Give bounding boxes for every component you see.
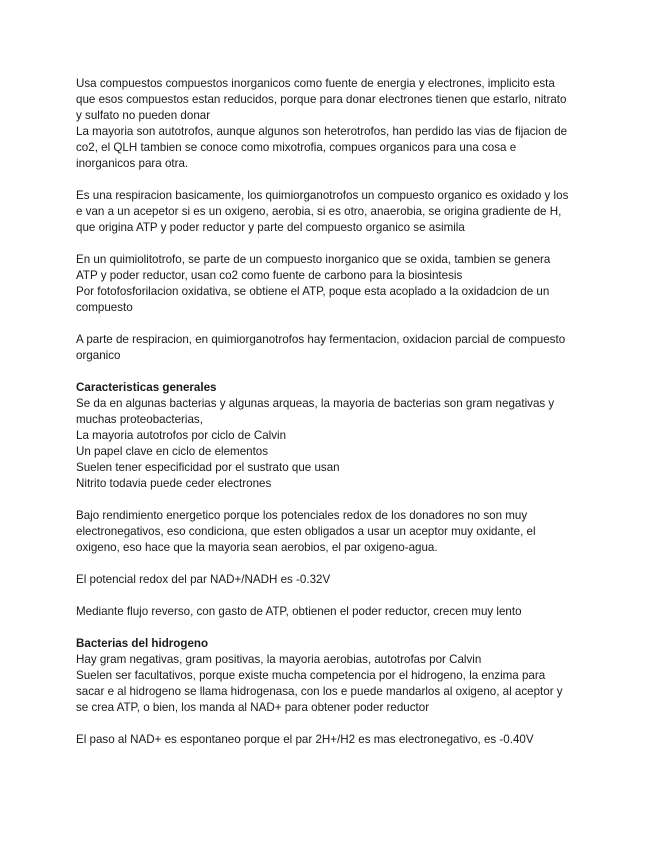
text-line: Hay gram negativas, gram positivas, la mayoria aerobias, autotrofas por Calvin (76, 653, 482, 666)
text-line: La mayoria son autotrofos, aunque algunos son heterotrofos, han perdido las vias de fijacion de (76, 125, 568, 138)
text-line: En un quimiolitotrofo, se parte de un compuesto inorganico que se oxida, tambien se genera (76, 253, 551, 266)
paragraph-rendimiento (76, 508, 580, 556)
text-line: que esos compuestos estan reducidos, porque para donar electrones tienen que estarlo, nitrato (76, 93, 567, 106)
document-page (76, 76, 580, 764)
text-line: A parte de respiracion, en quimiorganotrofos hay fermentacion, oxidacion parcial de compuesto (76, 333, 566, 346)
text-line: compuesto (76, 301, 133, 314)
text-line: Un papel clave en ciclo de elementos (76, 445, 269, 458)
text-line: La mayoria autotrofos por ciclo de Calvin (76, 429, 287, 442)
text-line: Es una respiracion basicamente, los quimiorganotrofos un compuesto organico es oxidado y los (76, 189, 569, 202)
paragraph-respiracion (76, 188, 580, 236)
section-caracteristicas-generales (76, 380, 580, 492)
text-line: Por fotofosforilacion oxidativa, se obtiene el ATP, poque esta acoplado a la oxidadcion de un (76, 285, 550, 298)
text-line: e van a un acepetor si es un oxigeno, aerobia, si es otro, anaerobia, se origina gradiente de H, (76, 205, 562, 218)
paragraph-potencial-redox (76, 572, 580, 588)
text-line: Suelen tener especificidad por el sustrato que usan (76, 461, 340, 474)
text-line: electronegativos, eso condiciona, que esten obligados a usar un aceptor muy oxidante, el (76, 525, 536, 538)
section-bacterias-hidrogeno (76, 636, 580, 716)
text-line: Se da en algunas bacterias y algunas arqueas, la mayoria de bacterias son gram negativas y (76, 397, 555, 410)
text-line: ATP y poder reductor, usan co2 como fuente de carbono para la biosintesis (76, 269, 463, 282)
text-line: co2, el QLH tambien se conoce como mixotrofia, compues organicos para una cosa e (76, 141, 517, 154)
text-line: se crea ATP, o bien, los manda al NAD+ para obtener poder reductor (76, 701, 430, 714)
paragraph-fermentacion (76, 332, 580, 364)
paragraph-paso-nad (76, 732, 580, 748)
paragraph-quimiolitotrofo (76, 252, 580, 316)
text-line: oxigeno, eso hace que la mayoria sean aerobios, el par oxigeno-agua. (76, 541, 438, 554)
section-heading: Bacterias del hidrogeno (76, 637, 209, 650)
paragraph-flujo-reverso (76, 604, 580, 620)
text-line: El potencial redox del par NAD+/NADH es -0.32V (76, 573, 331, 586)
paragraph-fuente-energia (76, 76, 580, 172)
text-line: Usa compuestos compuestos inorganicos como fuente de energia y electrones, implicito esta (76, 77, 555, 90)
text-line: que origina ATP y poder reductor y parte del compuesto organico se asimila (76, 221, 465, 234)
text-line: Bajo rendimiento energetico porque los potenciales redox de los donadores no son muy (76, 509, 528, 522)
text-line: El paso al NAD+ es espontaneo porque el par 2H+/H2 es mas electronegativo, es -0.40V (76, 733, 534, 746)
text-line: y sulfato no pueden donar (76, 109, 211, 122)
section-heading: Caracteristicas generales (76, 381, 217, 394)
text-line: Nitrito todavia puede ceder electrones (76, 477, 272, 490)
text-line: organico (76, 349, 121, 362)
text-line: muchas proteobacterias, (76, 413, 203, 426)
text-line: Suelen ser facultativos, porque existe mucha competencia por el hidrogeno, la enzima para (76, 669, 546, 682)
text-line: sacar e al hidrogeno se llama hidrogenasa, con los e puede mandarlos al oxigeno, al aceptor y (76, 685, 563, 698)
text-line: Mediante flujo reverso, con gasto de ATP, obtienen el poder reductor, crecen muy lento (76, 605, 522, 618)
text-line: inorganicos para otra. (76, 157, 189, 170)
